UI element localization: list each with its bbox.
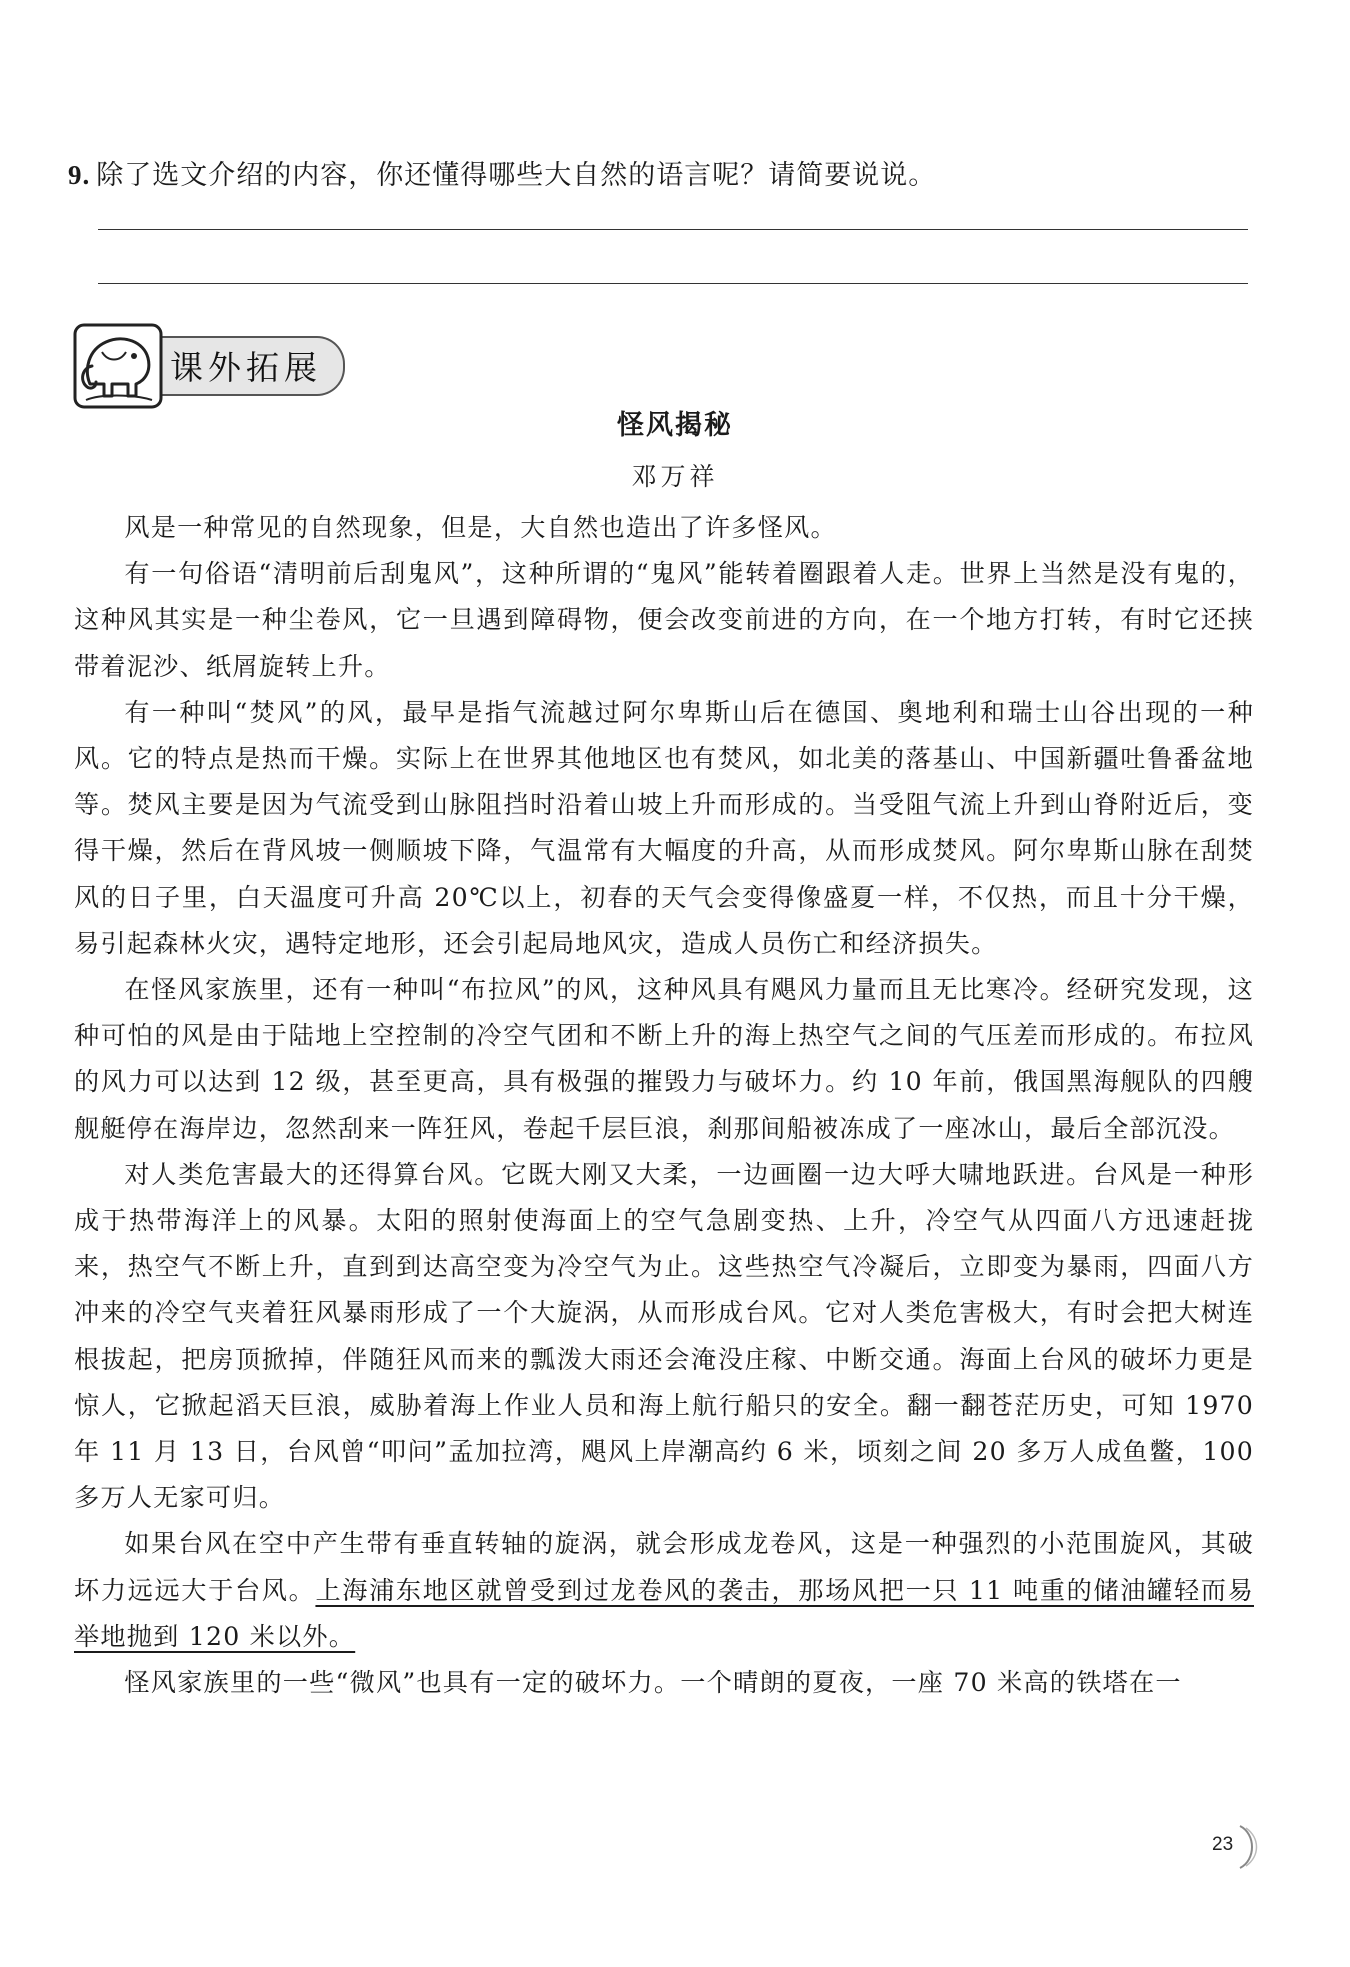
paragraph-2: 有一句俗语“清明前后刮鬼风”，这种所谓的“鬼风”能转着圈跟着人走。世界上当然是没有鬼的，这种风其实是一种尘卷风，它一旦遇到障碍物，便会改变前进的方向，在一个地方打转，有时它还挟带着泥沙、纸屑旋转上升。 [74, 559, 1254, 681]
paragraph-4: 在怪风家族里，还有一种叫“布拉风”的风，这种风具有飓风力量而且无比寒冷。经研究发现，这种可怕的风是由于陆地上空控制的冷空气团和不断上升的海上热空气之间的气压差而形成的。布拉风的风力可以达到 12 级，甚至更高，具有极强的摧毁力与破坏力。约 10 年前，俄国黑海舰队的四艘舰艇停在海岸边，忽然刮来一阵狂风，卷起千层巨浪，刹那间船被冻成了一座冰山，最后全部沉没。 [74, 975, 1254, 1143]
question-text: 除了选文介绍的内容，你还懂得哪些大自然的语言呢？请简要说说。 [96, 160, 937, 191]
paragraph-6 [74, 1521, 1254, 1660]
paragraph-5: 对人类危害最大的还得算台风。它既大刚又大柔，一边画圈一边大呼大啸地跃进。台风是一种形成于热带海洋上的风暴。太阳的照射使海面上的空气急剧变热、上升，冷空气从四面八方迅速赶拢来，热空气不断上升，直到到达高空变为冷空气为止。这些热空气冷凝后，立即变为暴雨，四面八方冲来的冷空气夹着狂风暴雨形成了一个大旋涡，从而形成台风。它对人类危害极大，有时会把大树连根拔起，把房顶掀掉，伴随狂风而来的瓢泼大雨还会淹没庄稼、中断交通。海面上台风的破坏力更是惊人，它掀起滔天巨浪，威胁着海上作业人员和海上航行船只的安全。翻一翻苍茫历史，可知 1970 年 11 月 13 日，台风曾“叩问”孟加拉湾，飓风上岸潮高约 6 米，顷刻之间 20 多万人成鱼鳖，100 多万人无家可归。 [74, 1159, 1254, 1513]
answer-line-2[interactable] [98, 283, 1248, 284]
article-body [74, 505, 1254, 1706]
paragraph-1: 风是一种常见的自然现象，但是，大自然也造出了许多怪风。 [124, 513, 837, 542]
page-number-badge [1200, 1822, 1260, 1872]
underlined-sentence: 上海浦东地区就曾受到过龙卷风的袭击，那场风把一只 11 吨重的储油罐轻而易举地抛到 120 米以外。 [74, 1575, 1254, 1651]
page-number: 23 [1212, 1834, 1234, 1855]
paragraph-3: 有一种叫“焚风”的风，最早是指气流越过阿尔卑斯山后在德国、奥地利和瑞士山谷出现的一种风。它的特点是热而干燥。实际上在世界其他地区也有焚风，如北美的落基山、中国新疆吐鲁番盆地等。焚风主要是因为气流受到山脉阻挡时沿着山坡上升而形成的。当受阻气流上升到山脊附近后，变得干燥，然后在背风坡一侧顺坡下降，气温常有大幅度的升高，从而形成焚风。阿尔卑斯山脉在刮焚风的日子里，白天温度可升高 20℃以上，初春的天气会变得像盛夏一样，不仅热，而且十分干燥，易引起森林火灾，遇特定地形，还会引起局地风灾，造成人员伤亡和经济损失。 [74, 697, 1254, 958]
section-banner [72, 322, 352, 410]
banner-label: 课外拓展 [170, 348, 322, 387]
paragraph-6-text: 如果台风在空中产生带有垂直转轴的旋涡，就会形成龙卷风，这是一种强烈的小范围旋风，其破坏力远远大于台风。 [74, 1529, 1254, 1605]
question-9 [68, 153, 936, 192]
paragraph-7: 怪风家族里的一些“微风”也具有一定的破坏力。一个晴朗的夏夜，一座 70 米高的铁塔在一 [124, 1668, 1182, 1698]
answer-line-1[interactable] [98, 229, 1248, 230]
article-author: 邓万祥 [631, 462, 719, 491]
question-number: 9. [68, 160, 91, 190]
article-title: 怪风揭秘 [617, 410, 733, 441]
elephant-emblem-icon [72, 322, 164, 410]
